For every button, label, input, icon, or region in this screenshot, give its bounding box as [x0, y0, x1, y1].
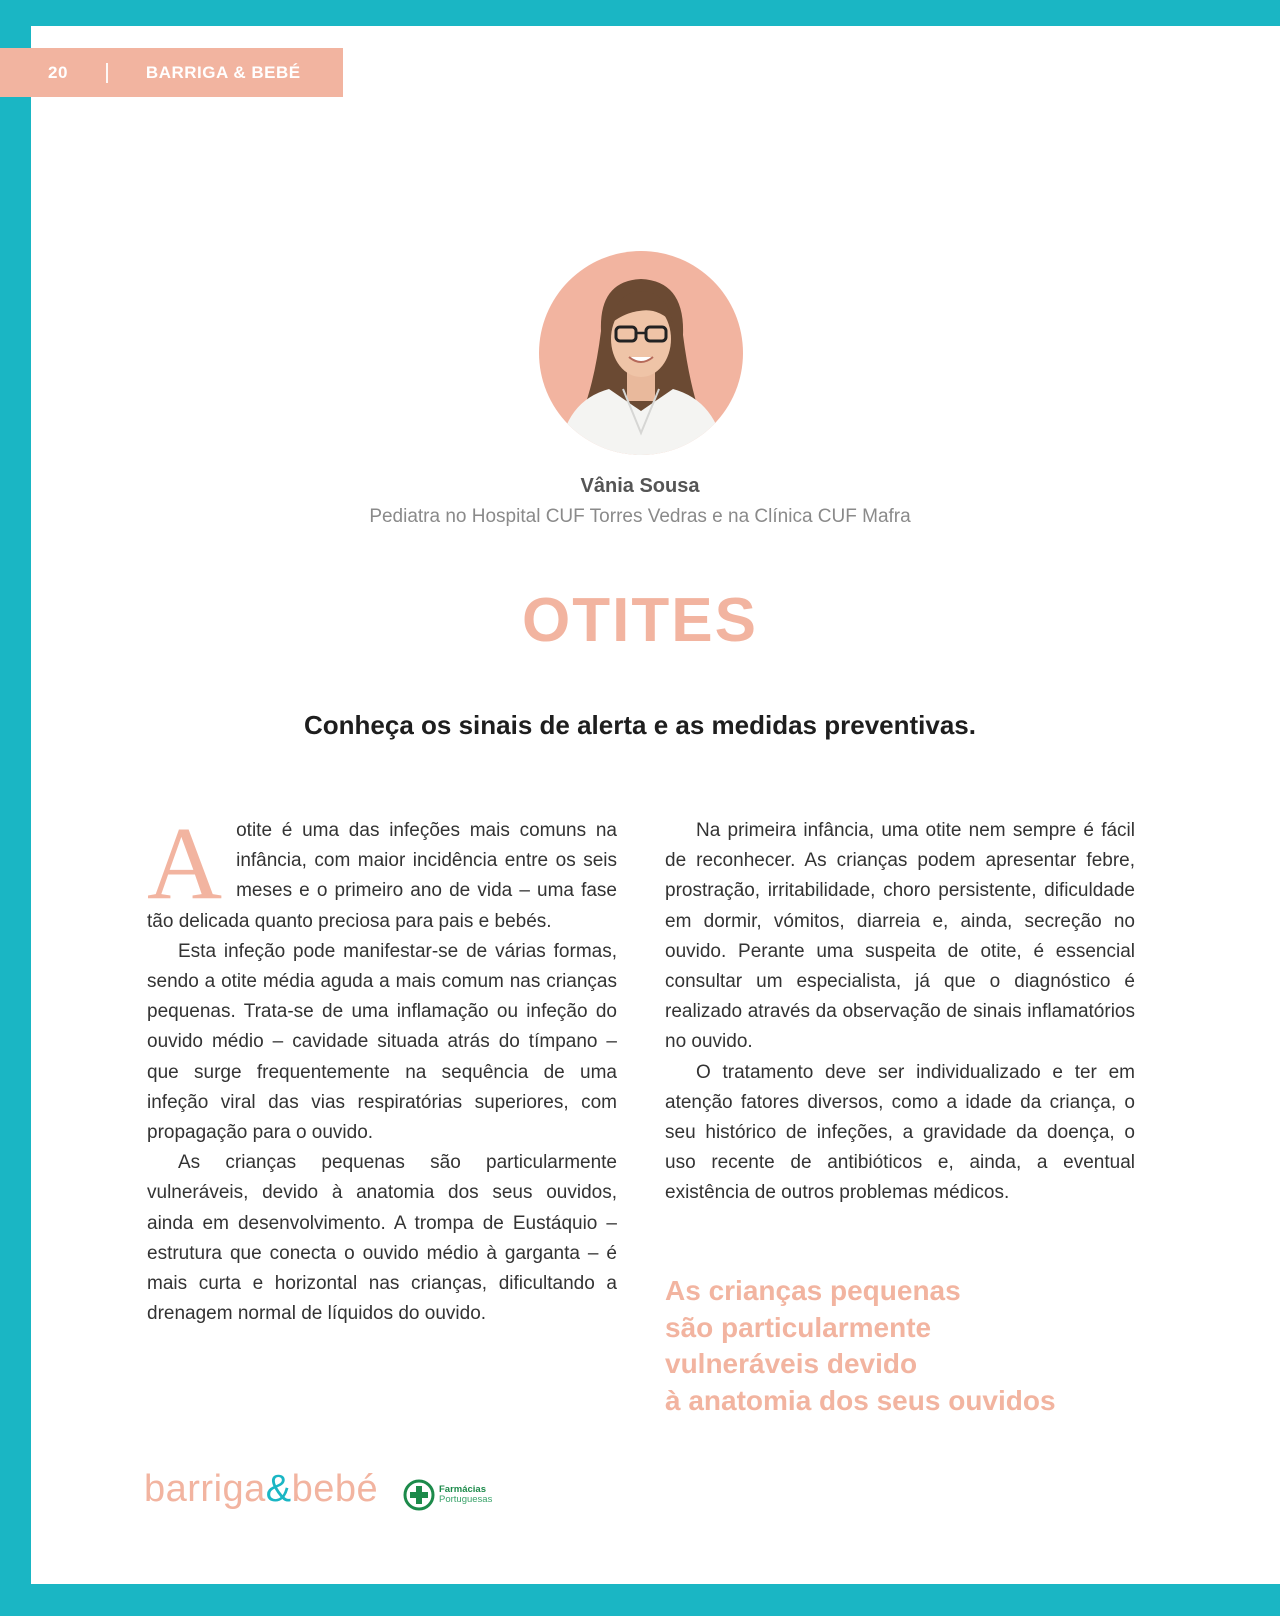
author-photo-illustration — [539, 251, 743, 455]
paragraph: As crianças pequenas são particularmente vulneráveis, devido à anatomia dos seus ouvidos, ainda em desenvolvimento. A trompa de Eustáquio – estrutura que conecta o ouvido médio à garganta – é mais curta e horizontal nas crianças, dificultando a drenagem normal de líquidos do ouvido. — [147, 1152, 617, 1325]
pull-quote-line: As crianças pequenas — [665, 1275, 961, 1306]
paragraph: O tratamento deve ser individualizado e ter em atenção fatores diversos, como a idade da criança, o seu histórico de infeções, a gravidade da doença, o uso recente de antibióticos e, ainda, a eventual existência de outros problemas médicos. — [665, 1061, 1135, 1204]
pharmacy-name — [439, 1485, 492, 1505]
article-subtitle: Conheça os sinais de alerta e as medidas preventivas. — [304, 710, 976, 740]
pull-quote-line: vulneráveis devido — [665, 1348, 918, 1379]
article-title: OTITES — [522, 586, 758, 655]
pull-quote-line: são particularmente — [665, 1311, 932, 1343]
page-header-tag — [0, 48, 343, 97]
author-name: Vânia Sousa — [580, 475, 700, 497]
header-divider — [106, 63, 108, 83]
section-name: BARRIGA & BEBÉ — [145, 62, 301, 82]
paragraph: Esta infeção pode manifestar-se de várias formas, sendo a otite média aguda a mais comum nas crianças pequenas. Trata-se de uma inflamação ou infeção do ouvido médio – cavidade situada atrás do tímpano – que surge frequentemente na sequência de uma infeção viral das vias respiratórias superiores, com propagação para o ouvido. — [147, 940, 617, 1144]
pharmacy-line1: Farmácias — [439, 1484, 487, 1495]
page-number: 20 — [48, 62, 68, 82]
brand-part2: bebé — [291, 1468, 379, 1510]
article-right-column — [665, 816, 1135, 1209]
pharmacy-logo — [403, 1479, 492, 1511]
pharmacy-cross-icon — [403, 1479, 435, 1511]
drop-cap: A — [147, 806, 223, 921]
brand-logo — [144, 1468, 378, 1511]
author-role: Pediatra no Hospital CUF Torres Vedras e na Clínica CUF Mafra — [369, 506, 911, 527]
paragraph: Na primeira infância, uma otite nem sempre é fácil de reconhecer. As crianças podem apresentar febre, prostração, irritabilidade, choro persistente, dificuldade em dormir, vómitos, diarreia e, ainda, secreção no ouvido. Perante uma suspeita de otite, é essencial consultar um especialista, já que o diagnóstico é realizado através da observação de sinais inflamatórios no ouvido. — [665, 820, 1135, 1053]
author-portrait — [539, 251, 743, 455]
paragraph-text: otite é uma das infeções mais comuns na infância, com maior incidência entre os seis meses e o primeiro ano de vida – uma fase tão delicada quanto preciosa para pais e bebés. — [147, 820, 617, 932]
brand-amp: & — [265, 1468, 292, 1510]
brand-part1: barriga — [144, 1468, 266, 1510]
pharmacy-line2: Portuguesas — [439, 1494, 493, 1505]
pull-quote-line: à anatomia dos seus ouvidos — [665, 1384, 1056, 1416]
article-left-column — [147, 806, 617, 1329]
pull-quote — [665, 1273, 1185, 1419]
paragraph — [147, 806, 617, 937]
